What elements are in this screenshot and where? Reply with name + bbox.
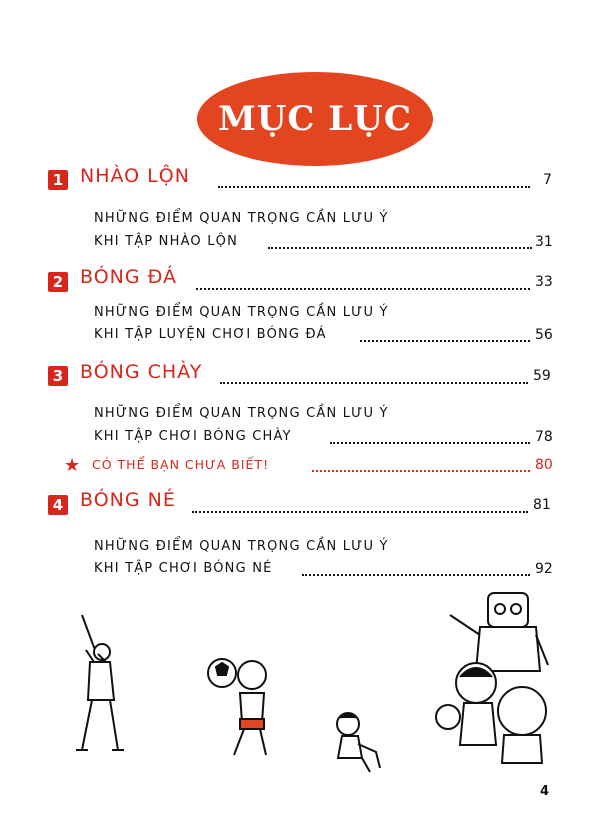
page-number: 4 <box>540 784 550 799</box>
subentry-line1-2: NHỮNG ĐIỂM QUAN TRỌNG CẦN LƯU Ý <box>94 305 389 320</box>
dot-leader <box>360 340 530 342</box>
robot-and-kids-illustration <box>430 585 560 770</box>
chapter-page-3: 59 <box>533 368 551 384</box>
chapter-title-2: BÓNG ĐÁ <box>80 266 178 288</box>
subentry-page-4: 92 <box>535 561 553 577</box>
dot-leader <box>196 288 530 290</box>
chapter-page-2: 33 <box>535 274 553 290</box>
soccer-kid-illustration <box>200 655 280 765</box>
subentry-line2-1: KHI TẬP NHÀO LỘN <box>94 234 239 249</box>
dot-leader <box>312 470 530 472</box>
chapter-page-4: 81 <box>533 497 551 513</box>
dot-leader <box>268 247 532 249</box>
subentry-line2-2: KHI TẬP LUYỆN CHƠI BÓNG ĐÁ <box>94 327 327 342</box>
title-banner <box>197 72 433 166</box>
page-title: MỤC LỤC <box>218 99 412 139</box>
baseball-batter-illustration <box>60 610 140 760</box>
subentry-page-3: 78 <box>535 429 553 445</box>
dot-leader <box>220 382 528 384</box>
subentry-line1-1: NHỮNG ĐIỂM QUAN TRỌNG CẦN LƯU Ý <box>94 211 389 226</box>
special-entry-label: CÓ THỂ BẠN CHƯA BIẾT! <box>92 457 270 472</box>
dot-leader <box>192 511 528 513</box>
subentry-line1-4: NHỮNG ĐIỂM QUAN TRỌNG CẦN LƯU Ý <box>94 539 389 554</box>
subentry-page-2: 56 <box>535 327 553 343</box>
chapter-title-3: BÓNG CHÀY <box>80 361 203 383</box>
dot-leader <box>302 574 530 576</box>
chapter-number-4: 4 <box>48 495 68 515</box>
star-icon: ★ <box>64 455 81 476</box>
chapter-page-1: 7 <box>543 172 552 188</box>
sitting-kid-illustration <box>328 708 388 778</box>
dot-leader <box>218 186 530 188</box>
subentry-page-1: 31 <box>535 234 553 250</box>
subentry-line1-3: NHỮNG ĐIỂM QUAN TRỌNG CẦN LƯU Ý <box>94 406 389 421</box>
dot-leader <box>330 442 530 444</box>
chapter-title-4: BÓNG NÉ <box>80 489 176 511</box>
special-entry-page: 80 <box>535 457 553 473</box>
chapter-number-3: 3 <box>48 366 68 386</box>
chapter-number-1: 1 <box>48 170 68 190</box>
subentry-line2-4: KHI TẬP CHƠI BÓNG NÉ <box>94 561 273 576</box>
subentry-line2-3: KHI TẬP CHƠI BÓNG CHÀY <box>94 429 292 444</box>
chapter-number-2: 2 <box>48 272 68 292</box>
chapter-title-1: NHÀO LỘN <box>80 165 190 187</box>
